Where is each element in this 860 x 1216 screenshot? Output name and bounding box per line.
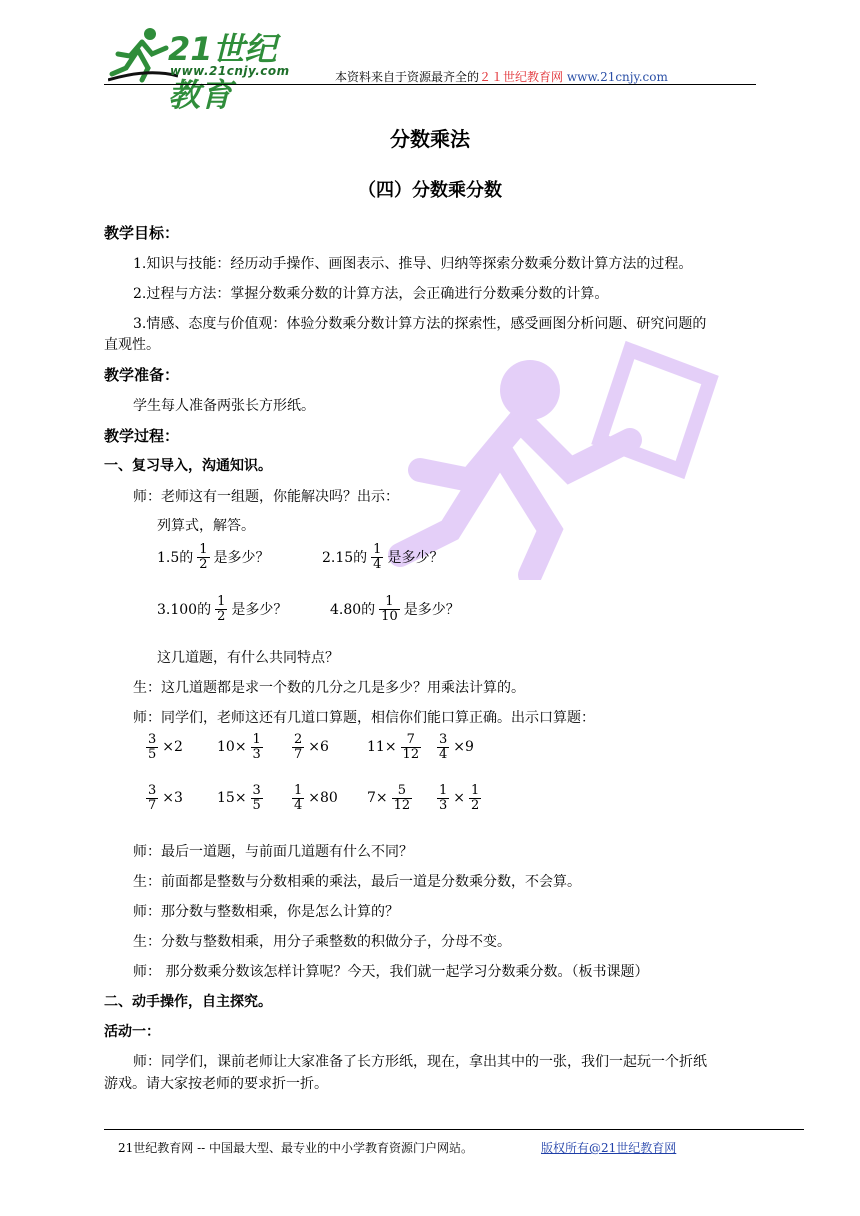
student-line-1: 生：这几道题都是求一个数的几分之几是多少？用乘法计算的。 (133, 680, 525, 696)
oral-item (145, 784, 183, 812)
oral-item (291, 784, 338, 812)
student-line-2: 生：前面都是整数与分数相乘的乘法，最后一道是分数乘分数，不会算。 (133, 874, 581, 890)
instruction-line: 列算式，解答。 (157, 518, 255, 534)
question-1-suffix: 是多少？ (213, 550, 270, 567)
question-4 (330, 595, 460, 623)
oral-item (291, 733, 329, 761)
part1-heading: 一、复习导入，沟通知识。 (104, 458, 272, 474)
teacher-line-6: 师：同学们，课前老师让大家准备了长方形纸，现在，拿出其中的一张，我们一起玩一个折纸 (133, 1054, 707, 1070)
goals-heading: 教学目标： (104, 224, 180, 242)
goal-item-1: 1.知识与技能：经历动手操作、画图表示、推导、归纳等探索分数乘分数计算方法的过程。 (133, 256, 693, 272)
question-1-prefix: 1.5的 (157, 550, 194, 567)
footer-text: 21世纪教育网 -- 中国最大型、最专业的中小学教育资源门户网站。 (118, 1141, 474, 1155)
goal-item-3-cont: 直观性。 (104, 337, 160, 353)
numerator: 1 (217, 594, 226, 609)
fraction (292, 784, 304, 812)
denominator: 12 (402, 746, 420, 762)
numerator: 3 (148, 783, 157, 798)
numerator: 2 (294, 732, 303, 747)
logo-number: 21世纪教育 (168, 30, 277, 114)
oral-item (145, 733, 183, 761)
question-2 (322, 543, 443, 571)
oral-item (217, 733, 264, 761)
oral-operator: ×2 (162, 739, 183, 756)
numerator: 1 (471, 783, 480, 798)
fraction (401, 733, 422, 761)
numerator: 7 (406, 732, 415, 747)
numerator: 1 (385, 594, 394, 609)
header-divider (104, 84, 756, 85)
question-4-suffix: 是多少？ (403, 602, 460, 619)
numerator: 1 (294, 783, 303, 798)
oral-prefix: 10× (217, 739, 247, 756)
denominator: 3 (439, 797, 448, 813)
fraction (197, 543, 209, 571)
denominator: 4 (373, 556, 382, 572)
denominator: 4 (294, 797, 303, 813)
question-4-prefix: 4.80的 (330, 602, 376, 619)
numerator: 3 (439, 732, 448, 747)
process-heading: 教学过程： (104, 427, 180, 445)
denominator: 4 (439, 746, 448, 762)
teacher-line-3: 师：最后一道题，与前面几道题有什么不同？ (133, 844, 413, 860)
denominator: 10 (381, 608, 398, 624)
denominator: 2 (217, 608, 226, 624)
oral-item (367, 784, 413, 812)
teacher-line-4: 师：那分数与整数相乘，你是怎么计算的？ (133, 904, 399, 920)
teacher-line-6-cont: 游戏。请大家按老师的要求折一折。 (104, 1076, 328, 1092)
header-note (335, 68, 668, 85)
numerator: 1 (373, 542, 382, 557)
numerator: 3 (148, 732, 157, 747)
oral-prefix: 11× (367, 739, 397, 756)
question-1 (157, 543, 270, 571)
header-url-link[interactable]: www.21cnjy.com (566, 70, 668, 84)
goal-item-2: 2.过程与方法：掌握分数乘分数的计算方法，会正确进行分数乘分数的计算。 (133, 286, 609, 302)
oral-operator: ×80 (308, 790, 338, 807)
numerator: 1 (199, 542, 208, 557)
goal-item-3: 3.情感、态度与价值观：体验分数乘分数计算方法的探索性，感受画图分析问题、研究问题的 (133, 316, 707, 332)
watermark-logo (380, 320, 780, 580)
fraction (146, 784, 158, 812)
oral-item (436, 784, 482, 812)
site-logo (108, 24, 308, 114)
question-3-suffix: 是多少？ (231, 602, 288, 619)
activity-1-heading: 活动一： (104, 1024, 160, 1040)
numerator: 1 (252, 732, 261, 747)
oral-item (367, 733, 422, 761)
oral-row-2 (145, 784, 545, 828)
oral-prefix: 15× (217, 790, 247, 807)
part2-heading: 二、动手操作，自主探究。 (104, 994, 272, 1010)
oral-item (436, 733, 474, 761)
page-title: 分数乘法 (390, 127, 470, 151)
teacher-line-5: 师： 那分数乘分数该怎样计算呢？今天，我们就一起学习分数乘分数。（板书课题） (133, 964, 649, 980)
numerator: 3 (252, 783, 261, 798)
denominator: 12 (393, 797, 411, 813)
copyright-link[interactable]: 版权所有@21世纪教育网 (541, 1141, 677, 1155)
fraction (292, 733, 304, 761)
fraction (437, 784, 449, 812)
fraction (469, 784, 481, 812)
numerator: 1 (439, 783, 448, 798)
denominator: 2 (199, 556, 208, 572)
oral-row-1 (145, 733, 545, 777)
oral-operator: ×6 (308, 739, 329, 756)
question-3 (157, 595, 287, 623)
denominator: 7 (294, 746, 303, 762)
numerator: 5 (397, 783, 407, 798)
question-2-prefix: 2.15的 (322, 550, 368, 567)
denominator: 5 (148, 746, 157, 762)
header-brand-link[interactable]: ２１世纪教育网 (479, 70, 564, 84)
student-line-3: 生：分数与整数相乘，用分子乘整数的积做分子，分母不变。 (133, 934, 511, 950)
denominator: 3 (252, 746, 261, 762)
denominator: 2 (471, 797, 480, 813)
fraction (392, 784, 413, 812)
teacher-line-1: 师：老师这有一组题，你能解决吗？出示： (133, 489, 399, 505)
oral-item (217, 784, 264, 812)
footer-divider (104, 1129, 804, 1130)
oral-operator: × (453, 790, 466, 807)
fraction (437, 733, 449, 761)
oral-operator: ×9 (453, 739, 474, 756)
prep-heading: 教学准备： (104, 366, 180, 384)
header-note-prefix: 本资料来自于资源最齐全的 (335, 70, 480, 84)
fraction (251, 784, 263, 812)
teacher-question: 这几道题，有什么共同特点？ (157, 650, 339, 666)
fraction (379, 595, 400, 623)
denominator: 5 (252, 797, 261, 813)
prep-text: 学生每人准备两张长方形纸。 (133, 398, 315, 414)
fraction (371, 543, 383, 571)
teacher-line-2: 师：同学们，老师这还有几道口算题，相信你们能口算正确。出示口算题： (133, 710, 595, 726)
fraction (215, 595, 227, 623)
oral-operator: ×3 (162, 790, 183, 807)
question-3-prefix: 3.100的 (157, 602, 212, 619)
fraction (251, 733, 263, 761)
oral-prefix: 7× (367, 790, 388, 807)
page-subtitle: （四）分数乘分数 (358, 180, 502, 201)
fraction (146, 733, 158, 761)
question-2-suffix: 是多少？ (387, 550, 444, 567)
denominator: 7 (148, 797, 157, 813)
logo-url: www.21cnjy.com (170, 64, 290, 78)
